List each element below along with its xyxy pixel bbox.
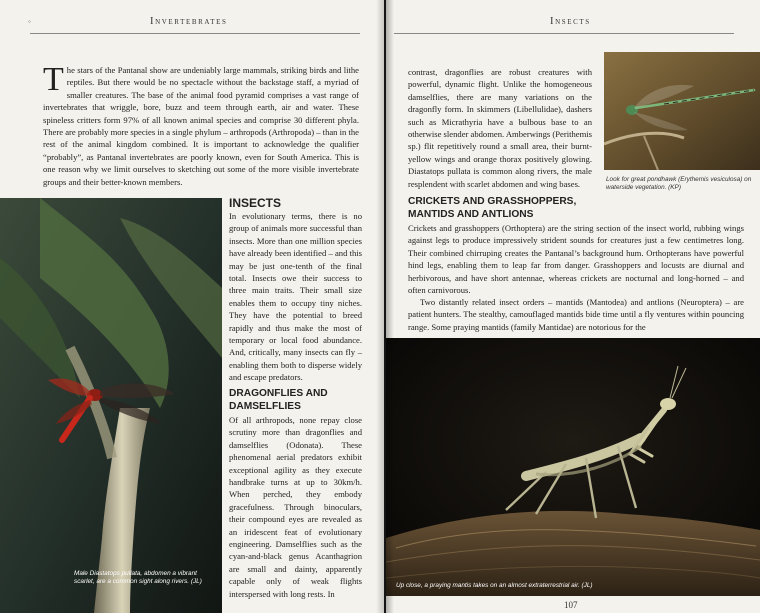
insects-heading: INSECTS: [229, 196, 282, 210]
mantis-illustration: [386, 338, 760, 596]
mantis-photo: [386, 338, 760, 596]
dragonfly-paragraph: contrast, dragonflies are robust creatures with powerful, dynamic flight. Unlike the homogeneous damselflies, there are many variations on the dragonfly form. In skimmers (Libellulidae), dashers such as Micrathyria have a bulbous base to an otherwise slender abdomen. Amberwings (Perithemis sp.) flit repetitively round a small area, their burnt-yellow wings and orange thorax positively glowing. Diastatops pullata is common along rivers, the male resplendent with scarlet abdomen and wing bases.: [408, 67, 593, 189]
book-gutter: [376, 0, 394, 613]
pondhawk-photo-caption: Look for great pondhawk (Erythemis vesiculosa) on waterside vegetation. (KP): [606, 176, 752, 192]
left-header-rule: [30, 33, 360, 34]
crickets-paragraph: Crickets and grasshoppers (Orthoptera) are the string section of the insect world, rubbing wings against legs to produce impressively strident sounds for creatures just a few centimetres long. Their combined chirruping creates the Pantanal’s background hum. Orthopterans have powerful hind legs, enabling them to leap far from danger. Grasshoppers and locusts are diurnal and herbivorous, and have short antennae, whereas crickets are nocturnal and long-horned – and often carnivorous.: [408, 223, 744, 296]
dragonfly-photo: [0, 198, 222, 613]
intro-paragraph: [43, 61, 359, 188]
page-number: 107: [564, 600, 578, 610]
pondhawk-illustration: [604, 52, 760, 170]
mantis-photo-caption: Up close, a praying mantis takes on an almost extraterrestrial air. (JL): [396, 582, 593, 589]
insects-paragraph: In evolutionary terms, there is no group of animals more successful than insects. More than one million species have already been identified – and this may be just one-tenth of the final total. Insects owe their success to three main traits. Their small size enables them to occupy tiny niches. They have the potential to breed rapidly and thus make the most of temporary or local food abundance. And, critically, many insects can fly – enabling them both to disperse widely and escape predators.: [229, 211, 362, 383]
right-page: [386, 0, 760, 613]
right-running-head: Insects: [550, 16, 591, 27]
dragonflies-paragraph: Of all arthropods, none repay close scrutiny more than dragonflies and damselflies (Odonata). These phenomenal aerial predators exhibit exceptional agility as they execute handbrake turns at up to 30km/h. When perched, they embody gracefulness. Through binoculars, their compound eyes are revealed as an iridescent feat of evolutionary engineering. Damselflies such as the cyan-and-black genus Acanthagrion are small and dainty, apparently capable only of weak flights interspersed with long rests. In: [229, 415, 362, 599]
dragonflies-heading: DRAGONFLIES AND DAMSELFLIES: [229, 388, 328, 412]
mantids-paragraph: Two distantly related insect orders – mantids (Mantodea) and antlions (Neuroptera) – are patient hunters. The stealthy, camouflaged mantids bide time until a fly ventures within pouncing range. Some praying mantids (family Mantidae) are notorious for the: [408, 297, 744, 332]
intro-text: he stars of the Pantanal show are undeniably large mammals, striking birds and lithe reptiles. But there would be no spectacle without the backstage staff, a myriad of smaller creatures. The base of the animal food pyramid comprises a vast range of invertebrates that wriggle, bore, buzz and teem through earth, air and water. These spineless critters form 97% of all known animal species and comprise 30 different phyla. There are probably more species in a single phylum – arthropods (Arthropoda) – than in the rest of the animal kingdom combined. It is important to acknowledge the qualifier “probably”, as Pantanal invertebrates are poorly known, even for South America. This is one reason why we limit ourselves to sketching out some of the more visible invertebrate groups and their better-known members.: [43, 65, 359, 187]
left-running-head: Invertebrates: [150, 16, 228, 27]
dragonfly-photo-caption: Male Diastatops pullata, abdomen a vibrant scarlet, are a common sight along rivers. (JL): [74, 570, 202, 586]
corner-mark: ◦: [28, 17, 31, 26]
pondhawk-photo: [604, 52, 760, 170]
right-header-rule: [394, 33, 734, 34]
dragonfly-illustration: [0, 198, 222, 613]
drop-cap: T: [43, 61, 64, 98]
crickets-heading: CRICKETS AND GRASSHOPPERS, MANTIDS AND ANTLIONS: [408, 196, 577, 220]
